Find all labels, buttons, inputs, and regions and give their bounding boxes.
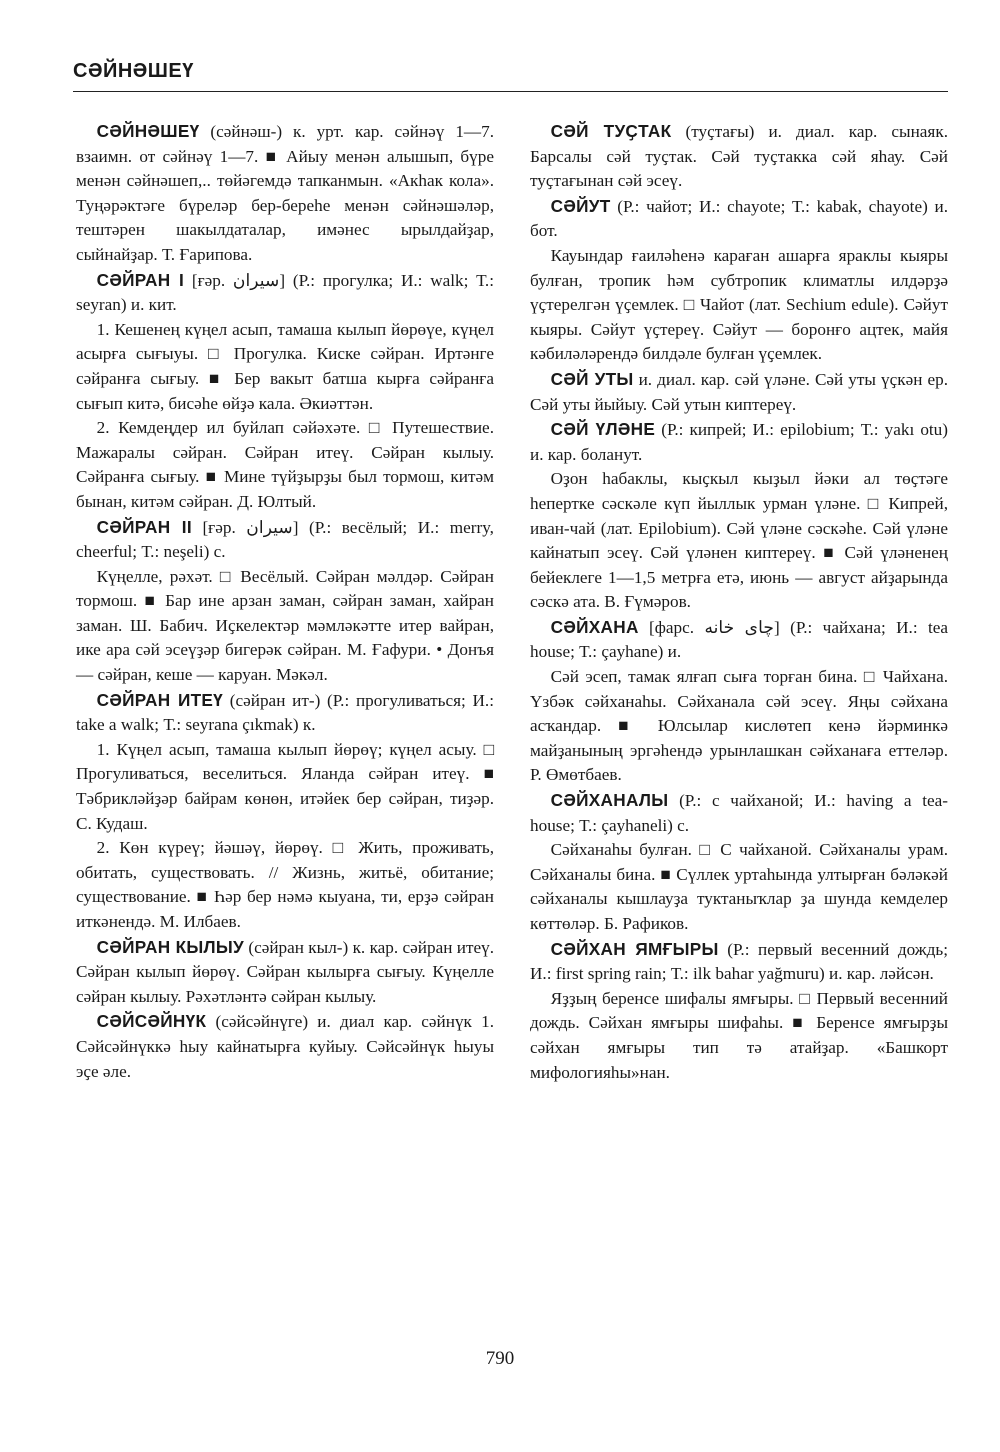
entry-say-tustak: [530, 119, 948, 194]
left-column: [76, 119, 494, 1084]
header-rule: [73, 91, 948, 92]
sense-paragraph: [76, 416, 494, 514]
entry-sayhanaly: [530, 788, 948, 838]
entry-sayran-kylyu: [76, 935, 494, 1010]
headword: СӘЙ ТУҪТАК: [550, 121, 672, 141]
entry-body: (сәйнәш-) к. урт. кар. сәйнәү 1—7. взаимн. от сәйнәү 1—7. ■ Айыу менән алышып, бүре менән сәйнәшеп,.. төйәгемдә тапканмын. «Акһак кола». Туңәрәктәге бүреләр бер-береһе менән сәйнәшәләр, тештәрен шакылдаталар, имәнес ырылдайҙар, сыйнайҙар. Т. Ғарипова.: [76, 122, 494, 264]
entry-sayran-2: [76, 515, 494, 565]
entry-body: Сәйханаһы булған. □ С чайханой. Сәйханалы урам. Сәйханалы бина. ■ Сүллек уртаһында ултырған бәләкәй сәйханалы кышлауҙа туктаныҡлар ҙа шунда кемделер көттөләр. Б. Рафиков.: [530, 840, 948, 933]
entry-body: Кауындар ғаиләһенә караған ашарға яраклы кыяры булған, тропик һәм субтропик климатлы илдәрҙә үҫтерелгән үҫемлек. □ Чайот (лат. Sechium edule). Сәйут кыяры. Сәйут үҫтереү. Сәйут — боронғо ацтек, майя кәбиләләрендә билдәле булған үҫемлек.: [530, 245, 948, 364]
entry-body: (Р.: кипрей; И.: epilobium; Т.: yakı otu) и. кар. боланут.: [530, 420, 948, 464]
headword: СӘЙ УТЫ: [550, 368, 634, 389]
sense-paragraph: [530, 838, 948, 936]
headword: СӘЙ ҮЛӘНЕ: [550, 419, 656, 440]
entry-body: Яҙҙың беренсе шифалы ямғыры. □ Первый весенний дождь. Сәйхан ямғыры шифаһы. ■ Беренсе ямғырҙы сәйхан ямғыры тип тә атайҙар. «Башкорт мифологияһы»нан.: [530, 988, 948, 1082]
entry-body: [ғәр. سيران] (Р.: прогулка; И.: walk; Т.: seyran) и. кит.: [76, 270, 494, 315]
headword: СӘЙХАНАЛЫ: [550, 790, 669, 811]
entry-body: (Р.: чайот; И.: chayote; Т.: kabak, chayote) и. бот.: [530, 196, 948, 241]
entry-body: (Р.: с чайханой; И.: having a tea-house; Т.: çayhaneli) с.: [530, 791, 948, 835]
entry-body: [фарс. چای خانه] (Р.: чайхана; И.: tea house; Т.: çayhane) и.: [530, 617, 949, 662]
running-head: СӘЙНӘШЕҮ: [73, 60, 194, 82]
headword: СӘЙНӘШЕҮ: [96, 121, 200, 141]
headword: СӘЙРАН ИТЕҮ: [96, 689, 224, 710]
entry-body: (Р.: первый весенний дождь; И.: first spring rain; Т.: ilk bahar yağmuru) и. кар. ләйсән.: [530, 939, 948, 984]
entry-body: 1. Кешенең күңел асып, тамаша кылып йөрөүе, күңел асырға сығыуы. □ Прогулка. Киске сәйран. Иртәнге сәйранға сығыу. ■ Бер вакыт батша кырға сәйранға сығып китә, бисәһе өйҙә кала. Әкиәттән.: [76, 319, 494, 413]
headword: СӘЙРАН I: [96, 269, 185, 290]
headword: СӘЙСӘЙНҮК: [96, 1011, 207, 1032]
sense-paragraph: [530, 244, 948, 367]
entry-saysaynuk: [76, 1009, 494, 1084]
entry-sayut: [530, 194, 948, 244]
entry-body: 2. Көн күреү; йәшәү, йөрөү. □ Жить, проживать, обитать, существовать. // Жизнь, житьё, обитание; существование. ■ Һәр бер нәмә кыуана, ти, ерҙә сәйран иткәнендә. М. Илбаев.: [76, 838, 494, 931]
headword: СӘЙХАН ЯМҒЫРЫ: [550, 938, 719, 959]
headword: СӘЙУТ: [550, 195, 611, 216]
headword: СӘЙРАН КЫЛЫУ: [96, 936, 244, 957]
sense-paragraph: [530, 665, 948, 788]
entry-sayneshew: [76, 119, 494, 268]
entry-sayran-iteu: [76, 688, 494, 738]
entry-body: 2. Кемдеңдер ил буйлап сәйәхәте. □ Путешествие. Мажаралы сәйран. Сәйран итеү. Сәйран кылыу. Сәйранға сығыу. ■ Мине түйҙырҙы был тормош, китәм бынан, китәм сәйран. Д. Юлтый.: [76, 418, 494, 511]
page-number: 790: [485, 1348, 515, 1369]
entry-body: (сәйран ит-) (Р.: прогуливаться; И.: take a walk; Т.: seyrana çıkmak) к.: [76, 690, 494, 735]
entry-sayran-1: [76, 268, 494, 318]
sense-paragraph: [76, 738, 494, 836]
sense-paragraph: [530, 467, 948, 615]
entry-body: (туҫтағы) и. диал. кар. сынаяк. Барсалы сәй туҫтак. Сәй туҫтакка сәй яһау. Сәй туҫтағынан сәй эсеү.: [530, 122, 948, 191]
entry-body: [ғәр. سيران] (Р.: весёлый; И.: merry, cheerful; Т.: neşeli) с.: [76, 517, 494, 562]
entry-sayhana: [530, 615, 948, 665]
sense-paragraph: [530, 987, 948, 1085]
right-column: [530, 119, 948, 1085]
entry-sayhan-yamgyry: [530, 937, 948, 987]
entry-say-ulene: [530, 417, 948, 467]
entry-body: Сәй эсеп, тамак ялғап сыға торған бина. □ Чайхана. Үзбәк сәйханаһы. Сәйханала сәй эсеү. Яңы сәйхана асҡандар. ■ Юлсылар кислөтеп кенә йәрминкә майҙанының эргәһендә урынлашкан сәйханаға еттеләр. Р. Өмөтбаев.: [530, 667, 948, 785]
sense-paragraph: [76, 836, 494, 934]
entry-body: и. диал. кар. сәй үләне. Сәй уты үҫкән ер. Сәй уты йыйыу. Сәй утын киптереү.: [530, 369, 948, 414]
sense-paragraph: [76, 565, 494, 688]
sense-paragraph: [76, 318, 494, 416]
headword: СӘЙРАН II: [96, 516, 192, 537]
entry-body: Күңелле, рәхәт. □ Весёлый. Сәйран мәлдәр. Сәйран тормош. ■ Бар ине арзан заман, сәйран заман, хайран заман. Ш. Бабич. Иҫкелектәр мәмләкәтте итер вайран, ике ара сәй эсеүҙәр бигерәк сәйран. М. Ғафури. • Донъя — сәйран, кеше — каруан. Мәкәл.: [76, 566, 494, 685]
entry-body: (сәйран кыл-) к. кар. сәйран итеү. Сәйран кылып йөрөү. Сәйран кылырға сығыу. Күңелле сәйран кылыу. Рәхәтләнтә сәйран кылыу.: [76, 937, 494, 1006]
entry-body: (сәйсәйнүге) и. диал кар. сәйнүк 1. Сәйсәйнүккә һыу кайнатырға куйыу. Сәйсәйнүк һыуы эҫе әле.: [76, 1012, 494, 1081]
headword: СӘЙХАНА: [550, 616, 639, 637]
entry-body: Оҙон һабаклы, кыҫкыл кыҙыл йәки ал төҫтәге һепертке сәскәле күп йыллык урман үләне. □ Кипрей, иван-чай (лат. Epilobium). Сәй үләне сәскәһе. Сәй үләне кайнатып эсеү. Сәй үләнен киптереү. ■ Сәй үләненең бейеклеге 1—1,5 метрға етә, июнь — август айҙарында сәскә ата. В. Ғүмәров.: [530, 469, 948, 612]
entry-say-uty: [530, 367, 948, 417]
entry-body: 1. Күңел асып, тамаша кылып йөрөү; күңел асыу. □ Прогуливаться, веселиться. Яланда сәйран итеү. ■ Тәбрикләйҙәр байрам көнөн, итәйек бер сәйран, тиҙәр. С. Кудаш.: [76, 739, 494, 833]
